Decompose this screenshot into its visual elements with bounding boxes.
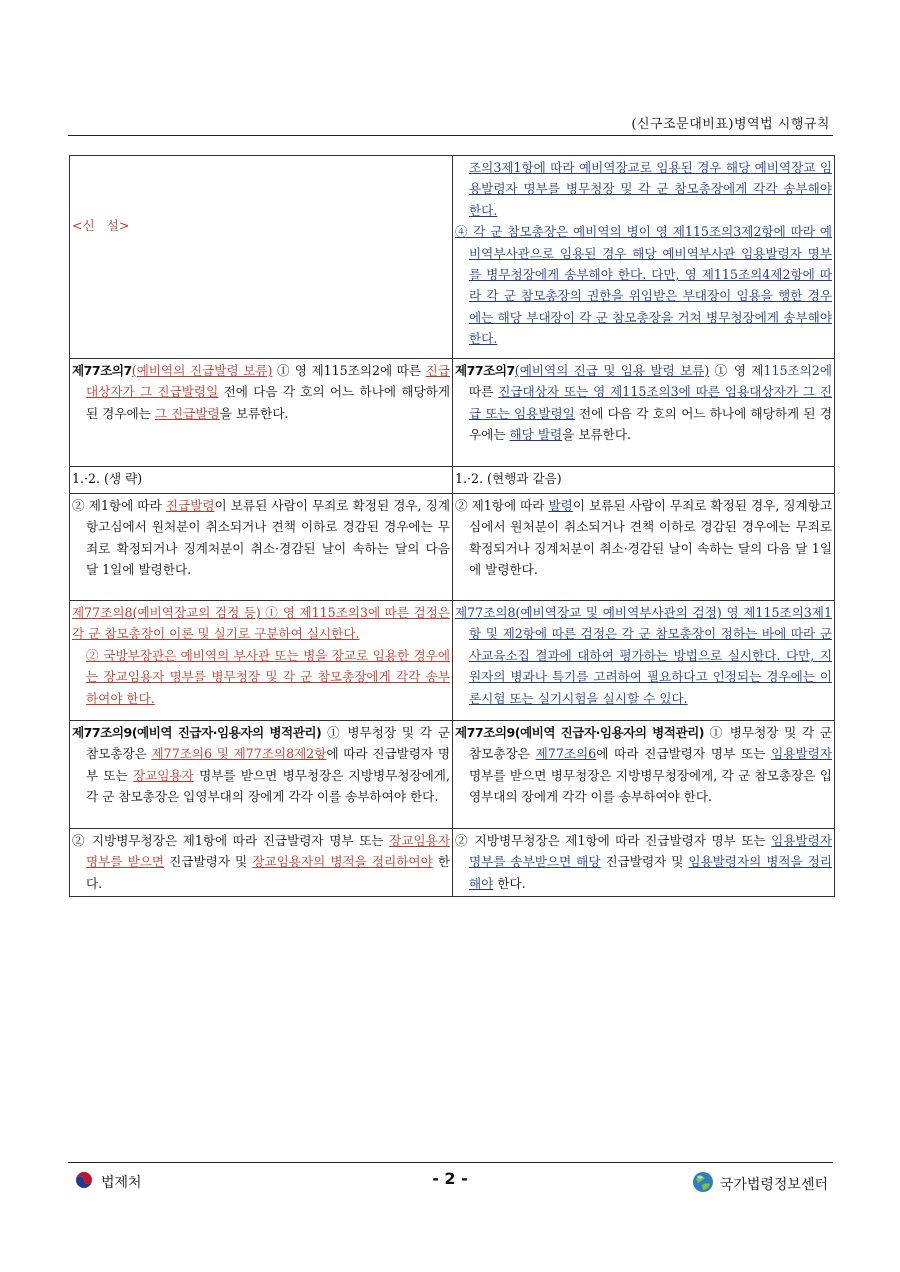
paragraph-2-article-77-9-new: ② 지방병무청장은 제1항에 따라 진급발령자 명부 또는 임용발령자 명부를 송부받으면 해당 진급발령자 및 임용발령자의 병적을 정리해야 한다. xyxy=(455,833,832,891)
continued-paragraph: 조의3제1항에 따라 예비역장교로 임용된 경우 해당 예비역장교 임용발령자 명부를 병무청장 및 각 군 참모총장에게 각각 송부해야 한다. xyxy=(469,160,832,218)
article-77-8-new: 제77조의8(예비역장교 및 예비역부사관의 검정) 영 제115조의3제1항 및 제2항에 따른 검정은 각 군 참모총장이 정하는 바에 따라 군사교육소집 결과에 대하여 평가하는 방법으로 실시한다. 다만, 지원자의 병과나 특기를 고려하여 필요하다고 인정되는 경우에는 이론시험 또는 실기시험을 실시할 수 있다. xyxy=(455,605,832,706)
new-text-cell xyxy=(453,494,835,601)
old-text-cell xyxy=(70,721,453,829)
old-text-cell xyxy=(70,467,453,494)
table-row xyxy=(70,156,835,359)
old-text-cell xyxy=(70,829,453,897)
new-text-cell xyxy=(453,829,835,897)
old-text-cell xyxy=(70,494,453,601)
table-row xyxy=(70,359,835,467)
old-text-cell xyxy=(70,601,453,721)
footer-rule xyxy=(68,1162,833,1163)
old-text-cell xyxy=(70,156,453,359)
new-text-cell xyxy=(453,601,835,721)
new-text-cell xyxy=(453,721,835,829)
paragraph-2-old: ② 제1항에 따라 진급발령이 보류된 사람이 무죄로 확정된 경우, 징계항고심에서 원처분이 취소되거나 견책 이하로 경감된 경우에는 무죄로 확정되거나 징계처분이 취소·경감된 날이 속하는 달의 다음 달 1일에 발령한다. xyxy=(72,498,450,578)
paragraph-4: ④ 각 군 참모총장은 예비역의 병이 영 제115조의3제2항에 따라 예비역부사관으로 임용된 경우 해당 예비역부사관 임용발령자 명부를 병무청장에게 송부해야 한다. 다만, 영 제115조의4제2항에 따라 각 군 참모총장의 권한을 위임받은 부대장이 임용을 행한 경우에는 해당 부대장이 각 군 참모총장을 거쳐 병무청장에게 송부해야 한다. xyxy=(455,224,832,347)
items-same: 1.·2. (현행과 같음) xyxy=(455,471,562,486)
footer-right xyxy=(692,1171,828,1197)
table-row xyxy=(70,601,835,721)
comparison-table xyxy=(69,155,835,897)
paragraph-2-article-77-9-old: ② 지방병무청장은 제1항에 따라 진급발령자 명부 또는 장교임용자 명부를 받으면 진급발령자 및 장교임용자의 병적을 정리하여야 한다. xyxy=(72,833,451,891)
footer-right-label: 국가법령정보센터 xyxy=(719,1177,828,1193)
table-row xyxy=(70,467,835,494)
table-row xyxy=(70,721,835,829)
table-row xyxy=(70,494,835,601)
article-77-8-old: 제77조의8(예비역장교의 검정 등) ① 영 제115조의3에 따른 검정은 각 군 참모총장이 이론 및 실기로 구분하여 실시한다. xyxy=(72,605,450,642)
article-77-8-old-paragraph-2: ② 국방부장관은 예비역의 부사관 또는 병을 장교로 임용한 경우에는 장교임용자 명부를 병무청장 및 각 군 참모총장에게 각각 송부하여야 한다. xyxy=(86,647,450,706)
items-omitted: 1.·2. (생 략) xyxy=(72,471,143,486)
footer-left-label: 법제처 xyxy=(101,1175,142,1191)
new-provision-label: <신 설> xyxy=(72,217,130,233)
page-number: - 2 - xyxy=(432,1169,468,1188)
table-row xyxy=(70,829,835,897)
old-text-cell xyxy=(70,359,453,467)
article-77-9-new: 제77조의9(예비역 진급자·임용자의 병적관리) ① 병무청장 및 각 군 참모총장은 제77조의6에 따라 진급발령자 명부 또는 임용발령자 명부를 받으면 병무청장은 지방병무청장에게, 각 군 참모총장은 입영부대의 장에게 각각 이를 송부하여야 한다. xyxy=(455,725,832,805)
new-text-cell xyxy=(453,467,835,494)
new-text-cell xyxy=(453,156,835,359)
new-text-cell xyxy=(453,359,835,467)
header-rule xyxy=(68,135,833,136)
article-77-7-old: 제77조의7(예비역의 진급발령 보류) ① 영 제115조의2에 따른 진급대상자가 그 진급발령일 전에 다음 각 호의 어느 하나에 해당하게 된 경우에는 그 진급발령을 보류한다. xyxy=(72,363,451,421)
paragraph-2-new: ② 제1항에 따라 발령이 보류된 사람이 무죄로 확정된 경우, 징계항고심에서 원처분이 취소되거나 견책 이하로 경감된 경우에는 무죄로 확정되거나 징계처분이 취소·경감된 날이 속하는 달의 다음 달 1일에 발령한다. xyxy=(455,498,832,578)
document-header-title: (신구조문대비표)병역법 시행규칙 xyxy=(631,117,830,132)
globe-logo-icon xyxy=(692,1171,714,1197)
article-77-9-old: 제77조의9(예비역 진급자·임용자의 병적관리) ① 병무청장 및 각 군 참모총장은 제77조의6 및 제77조의8제2항에 따라 진급발령자 명부 또는 장교임용자 명부를 받으면 병무청장은 지방병무청장에게, 각 군 참모총장은 입영부대의 장에게 각각 이를 송부하여야 한다. xyxy=(72,725,450,805)
article-77-7-new: 제77조의7(예비역의 진급 및 임용 발령 보류) ① 영 제115조의2에 따른 진급대상자 또는 영 제115조의3에 따른 임용대상자가 그 진급 또는 임용발령일 전에 다음 각 호의 어느 하나에 해당하게 된 경우에는 해당 발령을 보류한다. xyxy=(455,363,833,443)
